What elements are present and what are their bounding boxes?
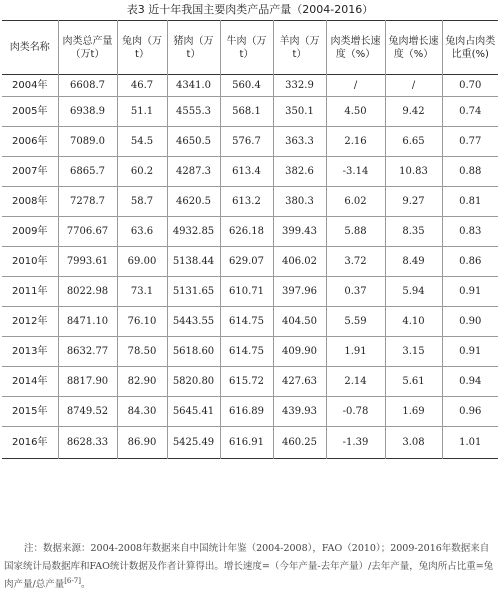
cell-year: 2016年 [12, 437, 48, 448]
note-text: 注：数据来源：2004-2008年数据来自中国统计年鉴（2004-2008），FAO（2010）；2009-2016年数据来自国家统计局数据库和FAO统计数据及作者计算得出。增长速度=（今年产量-去年产量）/去年产量，兔肉所占比重=兔肉产量/总产量 [4, 543, 494, 590]
cell-rabbit-growth: 6.65 [385, 127, 442, 157]
cell-year: 2011年 [12, 286, 48, 297]
cell-meat-growth: 1.91 [326, 337, 385, 367]
cell-meat-growth: 2.14 [326, 367, 385, 397]
cell-rabbit-share: 1.01 [442, 427, 498, 459]
cell-total-output: 8628.33 [58, 427, 117, 459]
cell-rabbit-growth: / [385, 75, 442, 97]
cell-meat-growth: -0.78 [326, 397, 385, 427]
cell-meat-growth: 2.16 [326, 127, 385, 157]
cell-year: 2008年 [12, 196, 48, 207]
meat-production-table [2, 20, 498, 459]
cell-mutton: 409.90 [273, 337, 326, 367]
table-row [2, 127, 498, 157]
table-row [2, 157, 498, 187]
table-row [2, 277, 498, 307]
cell-meat-growth: 3.72 [326, 247, 385, 277]
header-mutton: 羊肉（万t） [273, 21, 326, 75]
cell-rabbit: 86.90 [117, 427, 167, 459]
cell-year: 2014年 [12, 376, 48, 387]
cell-beef: 613.2 [220, 187, 273, 217]
cell-meat-growth: -3.14 [326, 157, 385, 187]
cell-meat-growth: 5.59 [326, 307, 385, 337]
cell-beef: 610.71 [220, 277, 273, 307]
cell-rabbit-growth: 1.69 [385, 397, 442, 427]
cell-beef: 614.75 [220, 337, 273, 367]
header-rabbit: 兔肉（万t） [117, 21, 167, 75]
cell-mutton: 397.96 [273, 277, 326, 307]
cell-rabbit-share: 0.70 [442, 75, 498, 97]
cell-total-output: 8471.10 [58, 307, 117, 337]
cell-rabbit: 46.7 [117, 75, 167, 97]
cell-rabbit: 84.30 [117, 397, 167, 427]
header-meat-growth: 肉类增长速度（%） [326, 21, 385, 75]
cell-meat-growth: 0.37 [326, 277, 385, 307]
cell-rabbit: 78.50 [117, 337, 167, 367]
cell-pork: 4620.5 [167, 187, 220, 217]
cell-total-output: 8022.98 [58, 277, 117, 307]
cell-pork: 5443.55 [167, 307, 220, 337]
table-row [2, 367, 498, 397]
cell-rabbit-growth: 10.83 [385, 157, 442, 187]
cell-pork: 5820.80 [167, 367, 220, 397]
cell-rabbit-growth: 9.42 [385, 97, 442, 127]
table-row [2, 307, 498, 337]
cell-pork: 4341.0 [167, 75, 220, 97]
header-meat-type: 肉类名称 [9, 42, 50, 53]
cell-meat-growth: 4.50 [326, 97, 385, 127]
cell-rabbit-growth: 5.61 [385, 367, 442, 397]
cell-beef: 626.18 [220, 217, 273, 247]
cell-rabbit: 73.1 [117, 277, 167, 307]
cell-beef: 614.75 [220, 307, 273, 337]
note-reference: [6-7] [64, 576, 81, 585]
table-caption: 表3 近十年我国主要肉类产品产量（2004-2016） [126, 3, 374, 16]
cell-mutton: 382.6 [273, 157, 326, 187]
cell-rabbit-growth: 3.08 [385, 427, 442, 459]
table-row [2, 187, 498, 217]
table-row [2, 75, 498, 97]
table-row [2, 247, 498, 277]
cell-pork: 5131.65 [167, 277, 220, 307]
table-body [2, 75, 498, 459]
cell-year: 2013年 [12, 346, 48, 357]
cell-mutton: 363.3 [273, 127, 326, 157]
cell-rabbit-share: 0.91 [442, 337, 498, 367]
header-total-output: 肉类总产量（万t） [58, 21, 117, 75]
cell-total-output: 7089.0 [58, 127, 117, 157]
cell-total-output: 6938.9 [58, 97, 117, 127]
cell-total-output: 8817.90 [58, 367, 117, 397]
cell-year: 2010年 [12, 256, 48, 267]
table-row [2, 397, 498, 427]
cell-mutton: 460.25 [273, 427, 326, 459]
cell-rabbit-growth: 9.27 [385, 187, 442, 217]
cell-rabbit-share: 0.90 [442, 307, 498, 337]
cell-year: 2009年 [12, 226, 48, 237]
cell-year: 2007年 [12, 166, 48, 177]
cell-mutton: 399.43 [273, 217, 326, 247]
cell-total-output: 6608.7 [58, 75, 117, 97]
cell-total-output: 7706.67 [58, 217, 117, 247]
cell-beef: 568.1 [220, 97, 273, 127]
cell-rabbit: 76.10 [117, 307, 167, 337]
cell-beef: 629.07 [220, 247, 273, 277]
header-rabbit-growth: 兔肉增长速度（%） [385, 21, 442, 75]
cell-beef: 616.91 [220, 427, 273, 459]
cell-rabbit-growth: 8.35 [385, 217, 442, 247]
cell-mutton: 439.93 [273, 397, 326, 427]
cell-rabbit-growth: 3.15 [385, 337, 442, 367]
cell-pork: 5618.60 [167, 337, 220, 367]
table-row [2, 217, 498, 247]
cell-rabbit-share: 0.81 [442, 187, 498, 217]
cell-pork: 4287.3 [167, 157, 220, 187]
cell-mutton: 406.02 [273, 247, 326, 277]
cell-rabbit-growth: 4.10 [385, 307, 442, 337]
header-pork: 猪肉（万t） [167, 21, 220, 75]
cell-mutton: 404.50 [273, 307, 326, 337]
cell-rabbit-share: 0.96 [442, 397, 498, 427]
cell-pork: 4932.85 [167, 217, 220, 247]
cell-pork: 4650.5 [167, 127, 220, 157]
cell-pork: 5425.49 [167, 427, 220, 459]
cell-rabbit: 82.90 [117, 367, 167, 397]
cell-rabbit-growth: 8.49 [385, 247, 442, 277]
table-row [2, 337, 498, 367]
cell-rabbit-share: 0.83 [442, 217, 498, 247]
cell-rabbit: 58.7 [117, 187, 167, 217]
cell-year: 2015年 [12, 406, 48, 417]
table-note [4, 540, 496, 594]
cell-meat-growth: 6.02 [326, 187, 385, 217]
cell-rabbit-share: 0.88 [442, 157, 498, 187]
cell-total-output: 6865.7 [58, 157, 117, 187]
cell-year: 2004年 [12, 80, 48, 91]
cell-meat-growth: 5.88 [326, 217, 385, 247]
cell-year: 2012年 [12, 316, 48, 327]
cell-mutton: 427.63 [273, 367, 326, 397]
cell-beef: 615.72 [220, 367, 273, 397]
cell-meat-growth: -1.39 [326, 427, 385, 459]
cell-total-output: 8632.77 [58, 337, 117, 367]
cell-rabbit-share: 0.86 [442, 247, 498, 277]
cell-year: 2005年 [12, 106, 48, 117]
cell-total-output: 7993.61 [58, 247, 117, 277]
cell-mutton: 350.1 [273, 97, 326, 127]
cell-rabbit-share: 0.91 [442, 277, 498, 307]
cell-rabbit: 63.6 [117, 217, 167, 247]
cell-beef: 576.7 [220, 127, 273, 157]
table-row [2, 97, 498, 127]
cell-rabbit: 69.00 [117, 247, 167, 277]
cell-pork: 5645.41 [167, 397, 220, 427]
cell-mutton: 380.3 [273, 187, 326, 217]
cell-pork: 4555.3 [167, 97, 220, 127]
cell-rabbit-share: 0.77 [442, 127, 498, 157]
note-end: 。 [80, 579, 91, 590]
cell-beef: 613.4 [220, 157, 273, 187]
cell-total-output: 8749.52 [58, 397, 117, 427]
cell-meat-growth: / [326, 75, 385, 97]
cell-pork: 5138.44 [167, 247, 220, 277]
header-row [2, 21, 498, 75]
cell-rabbit: 60.2 [117, 157, 167, 187]
cell-mutton: 332.9 [273, 75, 326, 97]
cell-rabbit: 51.1 [117, 97, 167, 127]
cell-beef: 560.4 [220, 75, 273, 97]
cell-rabbit-share: 0.74 [442, 97, 498, 127]
cell-rabbit-growth: 5.94 [385, 277, 442, 307]
cell-year: 2006年 [12, 136, 48, 147]
cell-beef: 616.89 [220, 397, 273, 427]
cell-rabbit-share: 0.94 [442, 367, 498, 397]
table-row [2, 427, 498, 459]
header-rabbit-share: 兔肉占肉类比重(%) [442, 21, 498, 75]
cell-total-output: 7278.7 [58, 187, 117, 217]
header-beef: 牛肉（万t） [220, 21, 273, 75]
cell-rabbit: 54.5 [117, 127, 167, 157]
